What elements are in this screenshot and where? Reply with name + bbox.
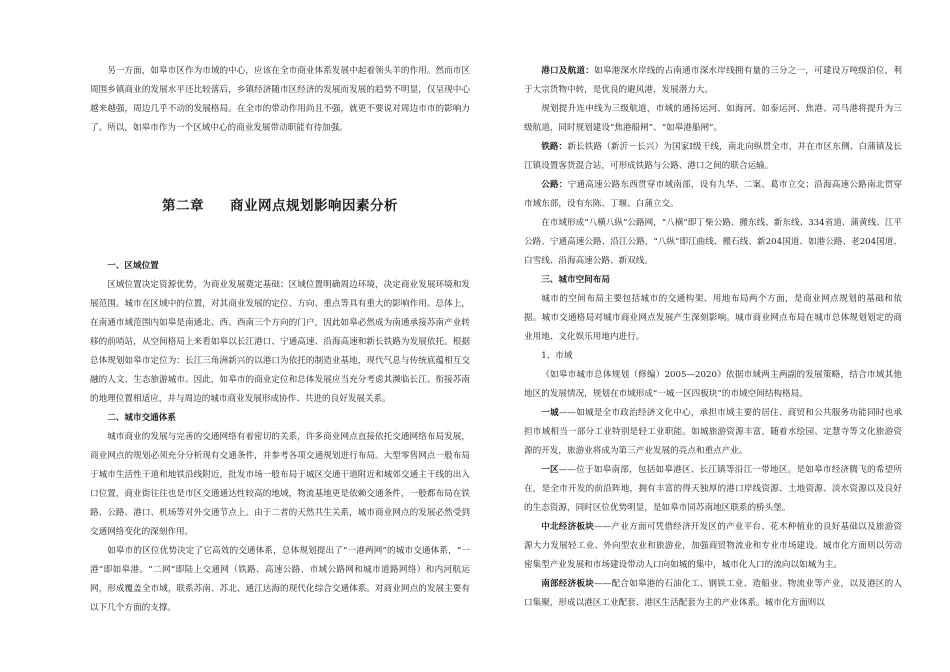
road-text: 宁通高速公路东西贯穿市域南部，设有九华、二案、葛市立交；沿海高速公路南北贯穿市域东部，设有东陈、丁堰、白蒲立交。: [524, 180, 902, 209]
port-label: 港口及航道：: [541, 66, 595, 76]
paragraph-port: [524, 62, 902, 100]
chapter-title: [90, 196, 470, 216]
section-heading-location: 一、区域位置: [107, 261, 159, 271]
paragraph-road-network: 在市域形成“八横八纵”公路网，“八横”即丁柴公路、搬东线、新东线、334省道、蒲黄线、江平公路、宁通高速公路、沿江公路，“八纵”即江曲线、搬石线、新204国道、如港公路、老204国道、白雪线、沿海高速公路、新双线。: [524, 218, 902, 266]
rail-label: 铁路：: [541, 142, 568, 152]
right-column: [524, 62, 902, 613]
paragraph-south: [524, 575, 902, 613]
one-city-label: 一城: [541, 408, 559, 418]
paragraph-one-zone: [524, 461, 902, 518]
paragraph-central-north: [524, 518, 902, 575]
one-city-text: ——如城是全市政治经济文化中心，承担市域主要的居住、商贸和公共服务功能同时也承担市域相当一部分工业特别是轻工业职能。如城旅游资源丰富，随着水绘园、定慧寺等文化旅游资源的开发，旅游业将成为第三产业发展的亮点和重点产业。: [524, 408, 902, 456]
paragraph-one-city: [524, 404, 902, 461]
south-label: 南部经济板块: [541, 579, 595, 589]
section-heading-spatial: 三、城市空间布局: [541, 275, 610, 285]
paragraph-location: 区域位置决定资源优势，为商业发展奠定基础；区域位置明确周边环境，决定商业发展环境和发展范围。城市在区域中的位置，对其商业发展的定位、方向、重点等具有重大的影响作用。总体上，在南通市域范围内如皋是南通北、西、西南三个方向的门户，因此如皋必然成为南通承接苏南产业转移的前哨站，从空间格局上来看如皋以长江港口、宁通高速、沿海高速和新长铁路为发展依托。根据总体规划如皋市定位为：长江三角洲新兴的以港口为依托的制造业基地，现代气息与传统底蕴相互交融的人文、生态旅游城市。因此，如皋市的商业定位和总体发展应当充分考虑其濒临长江、衔接苏南的地理位置相适应，并与周边的城市商业发展形成协作、共进的良好发展关系。: [90, 280, 470, 404]
subheading-city-area: 1、市域: [541, 351, 573, 361]
chapter-number: 第二章: [162, 198, 204, 214]
central-north-text: ——产业方面可凭借经济开发区的产业平台、花木种植业的良好基础以及旅游资源大力发展轻工业、外向型农业和旅游业，加强商贸物流业和专业市场建设。城市化方面则以劳动密集型产业发展和市场建设带动人口向如城的集中，城市化人口的流向以如城为主。: [524, 522, 902, 570]
south-text: ——配合如皋港的石油化工、钢铁工业、造船业、物流业等产业，以及港区的人口集聚，形成以港区工业配套、港区生活配套为主的产业体系。城市化方面则以: [524, 579, 902, 608]
paragraph-city-area: 《如皋市城市总体规划（修编）2005—2020》依据市域两主两副的发展策略，结合市域其他地区的发展情况，规划在市域形成“一城一区四板块”的市域空间结构格局。: [524, 370, 902, 399]
paragraph-transport-1: 城市商业的发展与完善的交通网络有着密切的关系，许多商业网点直接依托交通网络布局发展，商业网点的规划必须充分分析现有交通条件，并参考各项交通规划进行布局。大型零售网点一般布局于城市生活性干道和地铁沿线附近，批发市场一般布局于城区交通干道附近和城郊交通主干线的出入口位置，商业街往往也是市区交通通达性较高的地域，物流基地更是依赖交通条件，一般都布局在铁路、公路、港口、机场等对外交通节点上。由于二者的天然共生关系，城市商业网点的发展必然受到交通网络变化的深刻作用。: [90, 432, 470, 537]
left-column: [90, 62, 470, 618]
central-north-label: 中北经济板块: [541, 522, 595, 532]
road-label: 公路：: [541, 180, 568, 190]
paragraph-road: [524, 176, 902, 214]
paragraph-transport-2: 如皋市的区位优势决定了它高效的交通体系，总体规划提出了“一港两网”的城市交通体系，“一港”即如皋港。“二网”即陆上交通网（铁路、高速公路、市域公路网和城市道路网络）和内河航运网，形成覆盖全市域，联系苏南、苏北、通江达海的现代化综合交通体系。对商业网点的发展主要有以下几个方面的支撑。: [90, 546, 470, 613]
one-zone-label: 一区: [541, 465, 559, 475]
chapter-title-text: 商业网点规划影响因素分析: [230, 198, 398, 214]
paragraph-spatial: 城市的空间布局主要包括城市的交通构架、用地布局两个方面，是商业网点规划的基础和依据。城市交通格局对城市商业网点发展产生深刻影响。城市商业网点布局在城市总体规划划定的商业用地、文化娱乐用地内进行。: [524, 294, 902, 342]
intro-paragraph: 另一方面，如皋市区作为市域的中心，应该在全市商业体系发展中起着领头羊的作用。然而市区周围乡镇商业的发展水平还比较落后，乡镇经济随市区经济的发展而发展的趋势不明显，仅呈现中心越来越强，周边几乎不动的发展格局。在全市的带动作用尚且不强，就更不要说对周边市市的影响力了。所以，如皋市作为一个区域中心的商业发展带动职能有待加强。: [90, 66, 470, 133]
paragraph-rail: [524, 138, 902, 176]
one-zone-text: ——位于如皋南部，包括如皋港区、长江镇等沿江一带地区。是如皋市经济腾飞的希望所在，是全市开发的前沿阵地，拥有丰富的得天独厚的港口岸线资源、土地资源、淡水资源以及良好的生态资源，同时区位优势明显，是如皋市同苏南地区联系的桥头堡。: [524, 465, 902, 513]
paragraph-waterway: 规划提升连申线为三级航道，市域的通扬运河、如海河、如泰运河、焦港、司马港将提升为三级航道，同时规划建设“焦港船闸”、“如皋港船闸”。: [524, 104, 902, 133]
port-text: 如皋港深水岸线的占南通市深水岸线拥有量的三分之一，可建设万吨级泊位，利于大宗货物中转，是优良的避风港，发展潜力大。: [524, 66, 902, 95]
section-heading-transport: 二、城市交通体系: [107, 413, 176, 423]
rail-text: 新长铁路（新沂－长兴）为国家Ⅰ级干线，南北向纵贯全市，并在市区东侧、白蒲镇及长江镇设置客货混合站，可形成铁路与公路、港口之间的联合运输。: [524, 142, 902, 171]
